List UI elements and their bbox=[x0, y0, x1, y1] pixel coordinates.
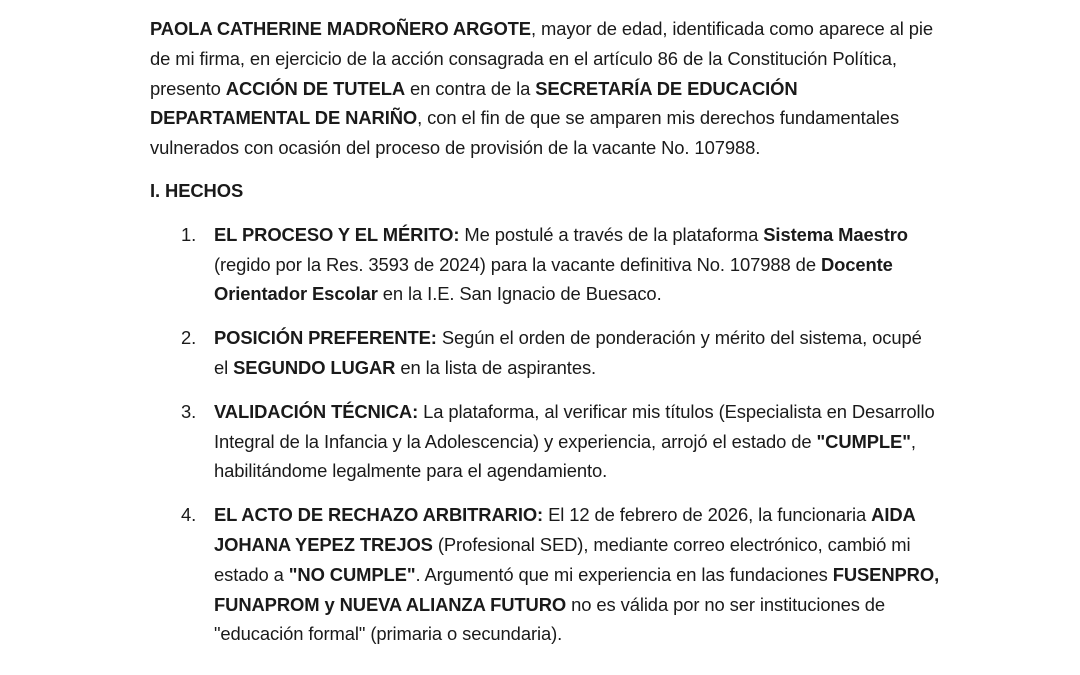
intro-paragraph bbox=[150, 14, 940, 163]
fact-bold: Sistema Maestro bbox=[763, 223, 908, 245]
facts-list bbox=[150, 220, 940, 649]
section-heading: I. HECHOS bbox=[150, 179, 244, 201]
fact-title: POSICIÓN PREFERENTE: bbox=[214, 327, 437, 349]
fact-title: EL PROCESO Y EL MÉRITO: bbox=[214, 223, 460, 245]
fact-bold: FUSENPRO, FUNAPROM y NUEVA ALIANZA FUTURO bbox=[214, 563, 940, 615]
fact-text: no es válida por no ser instituciones de "educación formal" (primaria o secundaria). bbox=[214, 593, 886, 645]
fact-title: EL ACTO DE RECHAZO ARBITRARIO: bbox=[214, 504, 544, 526]
fact-item-4 bbox=[150, 500, 940, 649]
document-body bbox=[150, 14, 940, 663]
fact-bold: "NO CUMPLE" bbox=[288, 563, 416, 585]
fact-item-1 bbox=[150, 220, 940, 309]
fact-number: 1. bbox=[181, 223, 197, 245]
fact-text: El 12 de febrero de 2026, la funcionaria bbox=[543, 504, 872, 526]
respondent-entity: SECRETARÍA DE EDUCACIÓN DEPARTAMENTAL DE NARIÑO bbox=[150, 77, 798, 129]
fact-text: , habilitándome legalmente para el agendamiento. bbox=[214, 430, 916, 482]
fact-bold: SEGUNDO LUGAR bbox=[233, 356, 396, 378]
fact-bold: AIDA JOHANA YEPEZ TREJOS bbox=[214, 504, 916, 555]
fact-bold: Docente Orientador Escolar bbox=[214, 253, 893, 305]
fact-number: 3. bbox=[181, 400, 197, 422]
fact-text: en la lista de aspirantes. bbox=[395, 356, 597, 378]
fact-text: Me postulé a través de la plataforma bbox=[459, 223, 764, 245]
fact-number: 2. bbox=[181, 327, 197, 349]
fact-number: 4. bbox=[181, 504, 197, 526]
intro-text-1: , mayor de edad, identificada como aparece al pie de mi firma, en ejercicio de la acción consagrada en el artículo 86 de la Constitución Política, presento bbox=[150, 18, 933, 99]
action-name: ACCIÓN DE TUTELA bbox=[225, 77, 406, 99]
fact-text: Según el orden de ponderación y mérito del sistema, ocupé el bbox=[214, 327, 922, 378]
fact-text: (regido por la Res. 3593 de 2024) para la vacante definitiva No. 107988 de bbox=[214, 253, 821, 275]
fact-item-3 bbox=[150, 397, 940, 486]
intro-text-3: , con el fin de que se amparen mis derechos fundamentales vulnerados con ocasión del proceso de provisión de la vacante No. 107988. bbox=[150, 107, 900, 159]
fact-bold: "CUMPLE" bbox=[816, 430, 911, 452]
fact-title: VALIDACIÓN TÉCNICA: bbox=[214, 400, 419, 422]
petitioner-name: PAOLA CATHERINE MADROÑERO ARGOTE bbox=[150, 18, 531, 39]
fact-text: . Argumentó que mi experiencia en las fundaciones bbox=[415, 563, 833, 585]
intro-text-2: en contra de la bbox=[405, 77, 536, 99]
fact-text: en la I.E. San Ignacio de Buesaco. bbox=[377, 283, 662, 305]
fact-text: (Profesional SED), mediante correo electrónico, cambió mi estado a bbox=[214, 533, 911, 585]
fact-item-2 bbox=[150, 323, 940, 383]
fact-text: La plataforma, al verificar mis títulos (Especialista en Desarrollo Integral de la Infancia y la Adolescencia) y experiencia, arrojó el estado de bbox=[214, 400, 935, 452]
